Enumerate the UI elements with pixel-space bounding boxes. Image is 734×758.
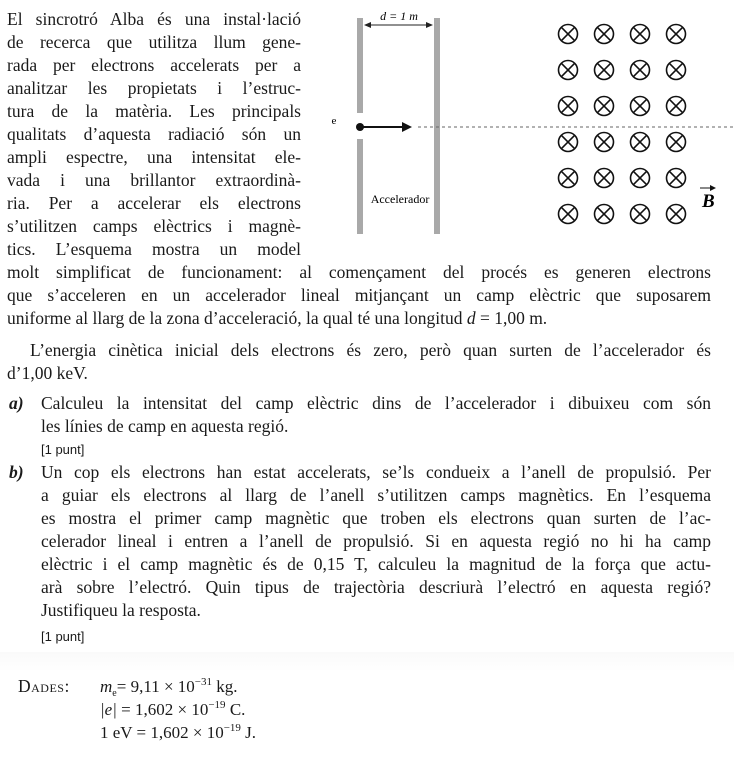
intro-line: tura de la matèria. Les principals <box>7 101 301 121</box>
ev-exponent: −19 <box>223 722 241 734</box>
paragraph-line: L’energia cinètica inicial dels electrons és zero, però quan surten de l’accelerador és <box>30 340 711 360</box>
question-a-points: [1 punt] <box>41 442 85 457</box>
field-into-page-icon <box>631 61 650 80</box>
magnetic-field-grid <box>559 25 686 224</box>
left-plate-top <box>357 18 363 113</box>
field-into-page-icon <box>559 97 578 116</box>
question-line: Justifiqueu la resposta. <box>41 600 201 620</box>
ev-value: 1 eV = 1,602 × 10 <box>100 723 224 742</box>
mass-unit: kg. <box>212 677 238 696</box>
mass-value: = 9,11 × 10 <box>116 677 195 696</box>
left-plate-bottom <box>357 139 363 234</box>
question-a-label: a) <box>9 393 24 413</box>
field-into-page-icon <box>631 133 650 152</box>
accelerator-label: Accelerador <box>370 192 430 206</box>
field-into-page-icon <box>595 169 614 188</box>
paragraph-line: d’1,00 keV. <box>7 363 88 383</box>
question-b-points: [1 punt] <box>41 629 85 644</box>
length-symbol: d <box>466 308 476 328</box>
intro-line: ampli espectre, una intensitat ele- <box>7 147 301 167</box>
mass-subscript: e <box>112 688 117 699</box>
question-line: Calculeu la intensitat del camp elèctric dins de l’accelerador i dibuixeu com són <box>41 393 711 413</box>
ev-unit: J. <box>240 723 257 742</box>
question-line: es mostra el primer camp magnètic que troben els electrons quan surten de l’ac- <box>41 508 711 528</box>
intro-line: qualitats d’aquesta radiació són un <box>7 124 301 144</box>
charge-exponent: −19 <box>208 699 226 711</box>
field-into-page-icon <box>559 133 578 152</box>
intro-line: molt simplificat de funcionament: al començament del procés es generen electrons <box>7 262 711 282</box>
accelerator-diagram <box>320 0 734 240</box>
field-into-page-icon <box>595 133 614 152</box>
field-into-page-icon <box>631 97 650 116</box>
distance-label: d = 1 m <box>380 9 418 23</box>
question-line: a guiar els electrons al llarg de l’anell s’utilitzen camps magnètics. En l’esquema <box>41 485 711 505</box>
data-ev-line <box>100 722 256 744</box>
electron-arrowhead <box>402 122 412 132</box>
question-line: arà sobre l’electró. Quin tipus de trajectòria descriurà l’electró en aquesta regió? <box>41 577 711 597</box>
distance-arrowhead-left <box>364 22 371 28</box>
mass-symbol: m <box>100 677 113 696</box>
charge-symbol: |e| <box>100 700 117 719</box>
field-into-page-icon <box>559 205 578 224</box>
field-into-page-icon <box>667 205 686 224</box>
intro-line: s’utilitzen camps elèctrics i magnè- <box>7 216 301 236</box>
field-into-page-icon <box>559 25 578 44</box>
field-into-page-icon <box>667 61 686 80</box>
right-plate <box>434 18 440 234</box>
field-into-page-icon <box>631 205 650 224</box>
field-into-page-icon <box>631 25 650 44</box>
field-into-page-icon <box>595 25 614 44</box>
question-line: elèctric i el camp magnètic és de 0,15 T, calculeu la magnitud de la força que actu- <box>41 554 711 574</box>
field-into-page-icon <box>667 133 686 152</box>
data-charge-line <box>100 699 245 721</box>
data-mass-line <box>100 676 238 698</box>
field-into-page-icon <box>667 25 686 44</box>
intro-line: de recerca que utilitza llum gene- <box>7 32 301 52</box>
field-into-page-icon <box>667 169 686 188</box>
field-label: B <box>702 191 715 212</box>
data-section-label: Dades: <box>18 676 70 696</box>
field-into-page-icon <box>559 61 578 80</box>
intro-line: El sincrotró Alba és una instal·lació <box>7 9 301 29</box>
intro-line: tics. L’esquema mostra un model <box>7 239 301 259</box>
charge-value: = 1,602 × 10 <box>116 700 209 719</box>
question-b-label: b) <box>9 462 24 482</box>
mass-exponent: −31 <box>194 676 212 688</box>
intro-line: vada i una brillantor extraordinà- <box>7 170 301 190</box>
distance-arrowhead-right <box>426 22 433 28</box>
field-into-page-icon <box>595 97 614 116</box>
intro-line: rada per electrons accelerats per a <box>7 55 301 75</box>
intro-line: ria. Per a accelerar els electrons <box>7 193 301 213</box>
electron-label: e <box>331 115 337 127</box>
field-into-page-icon <box>595 205 614 224</box>
field-into-page-icon <box>631 169 650 188</box>
field-into-page-icon <box>595 61 614 80</box>
question-line: Un cop els electrons han estat accelerats, se’ls condueix a l’anell de propulsió. Per <box>41 462 711 482</box>
charge-unit: C. <box>225 700 246 719</box>
question-line: les línies de camp en aquesta regió. <box>41 416 289 436</box>
intro-line: uniforme al llarg de la zona d’acceleració, la qual té una longitud d = 1,00 m. <box>7 308 548 328</box>
question-line: celerador lineal i entren a l’anell de propulsió. Si en aquesta regió no hi ha camp <box>41 531 711 551</box>
intro-line: que s’acceleren en un accelerador lineal mitjançant un camp elèctric que suposarem <box>7 285 711 305</box>
field-into-page-icon <box>667 97 686 116</box>
intro-line: analitzar les propietats i l’estruc- <box>7 78 301 98</box>
field-into-page-icon <box>559 169 578 188</box>
